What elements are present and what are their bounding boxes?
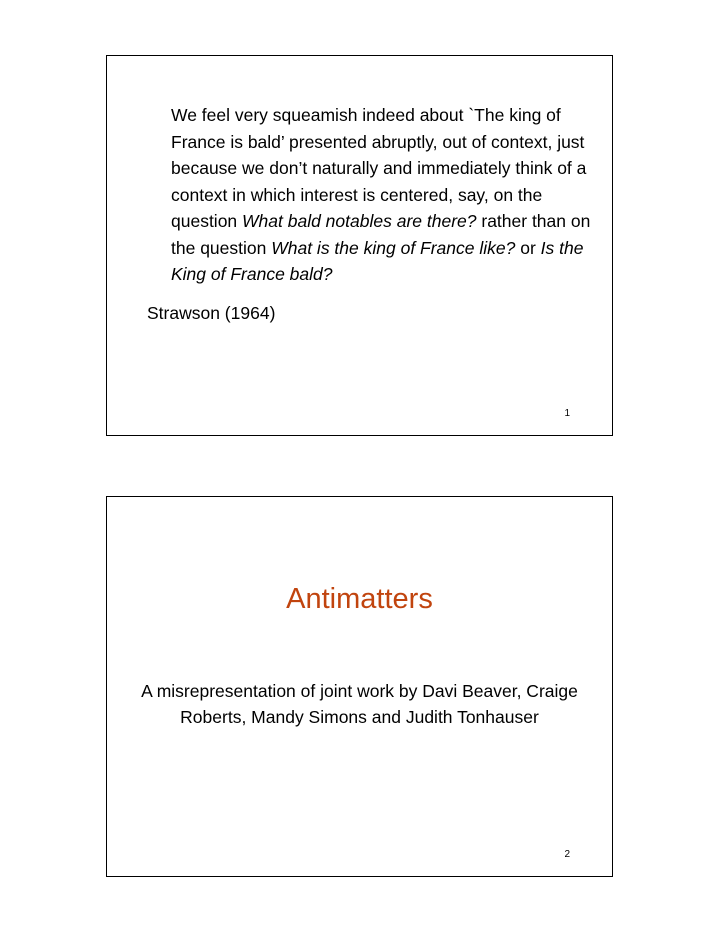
quote-attribution: Strawson (1964) [147,303,276,323]
quote-text [171,102,611,288]
slide-title: Antimatters [286,583,433,615]
slide-1 [106,55,613,436]
quote-part-2: rather than on the question [171,211,591,258]
quote-italic-2: What is the king of France like? [271,237,516,258]
slide-2 [106,496,613,877]
quote-italic-3: Is the King of France bald? [171,237,584,284]
page-number: 1 [564,408,570,419]
quote-italic-1: What bald notables are there? [242,211,477,231]
slide-subtitle: A misrepresentation of joint work by Davi Beaver, Craige Roberts, Mandy Simons and Judith Tonhauser [141,681,578,727]
strawson-quote [171,102,611,288]
quote-part-3: or [515,237,541,258]
page-number: 2 [564,849,570,860]
quote-part-1: We feel very squeamish indeed about `The king of France is bald’ presented abruptly, out of context, just because we don’t naturally and immediately think of a context in which interest is centered, say, on the question [171,105,587,231]
